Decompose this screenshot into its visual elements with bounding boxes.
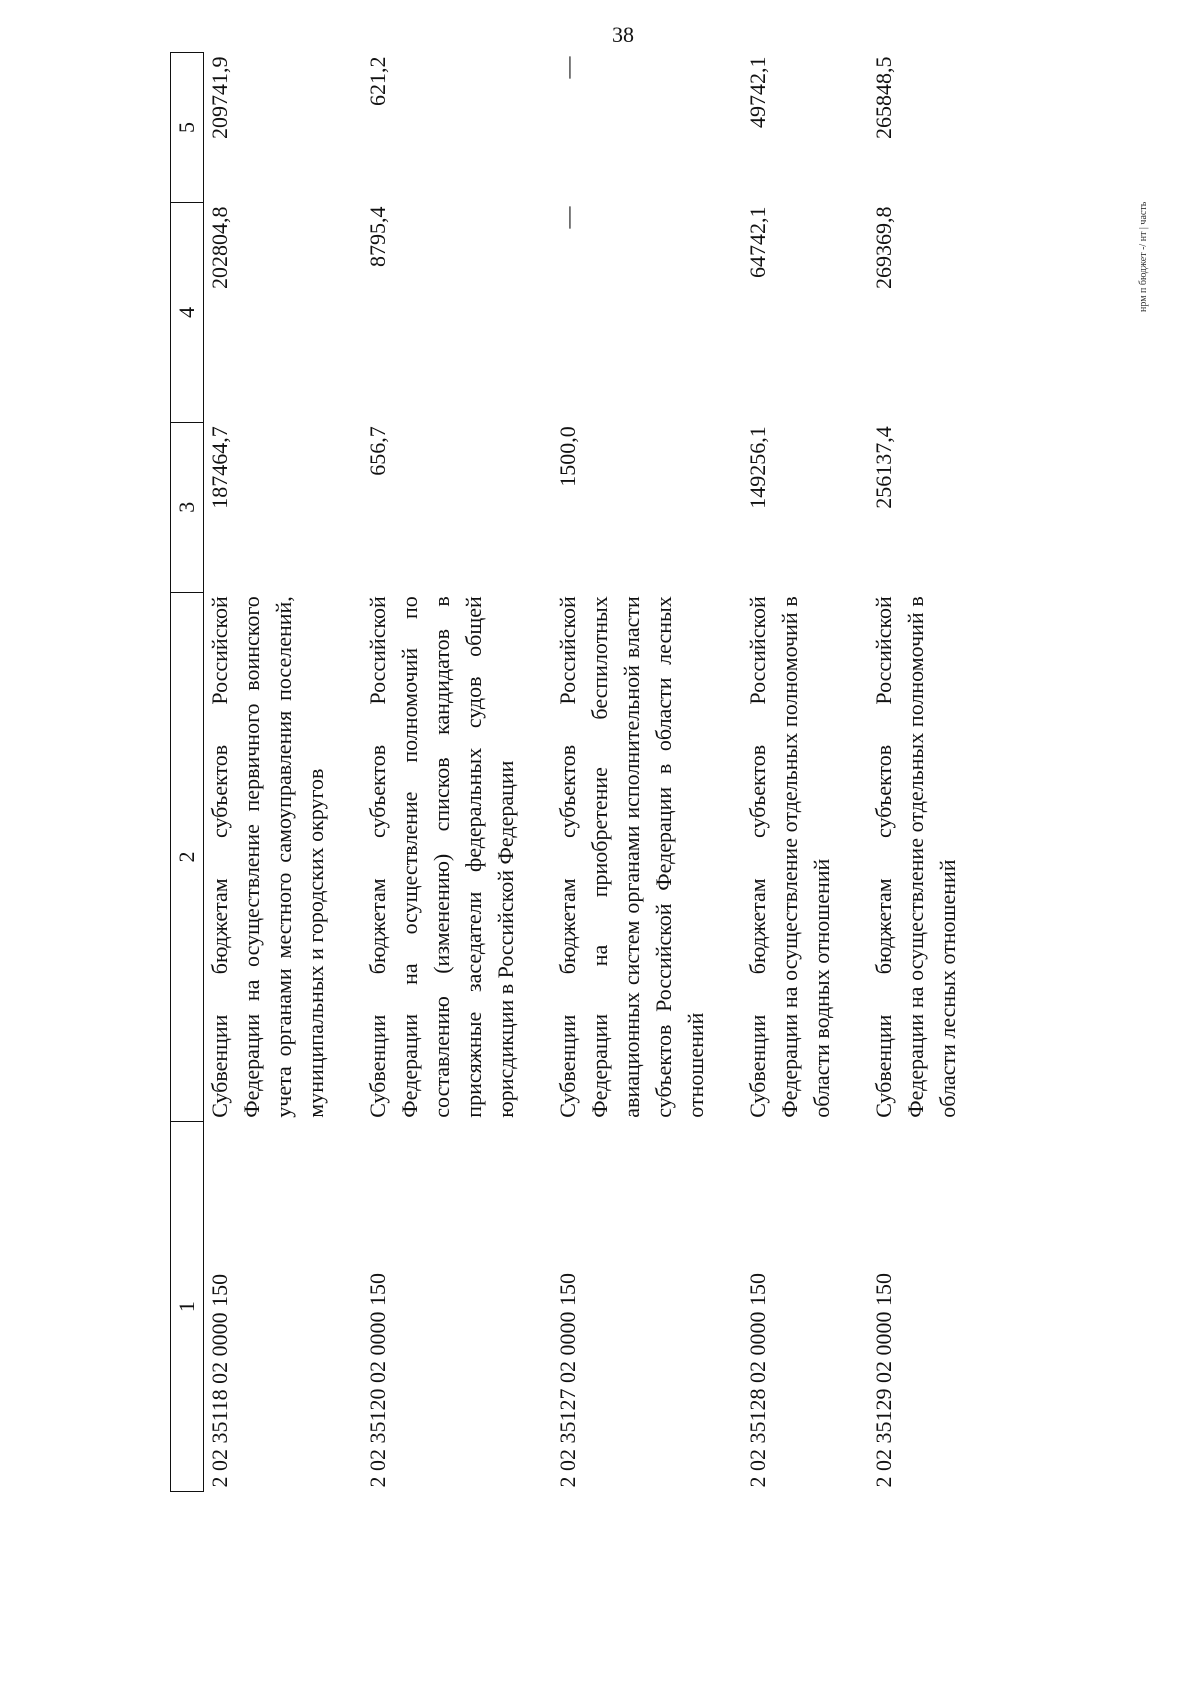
header-col-1: 1 xyxy=(171,1122,204,1492)
row-value-col4: 269369,8 xyxy=(871,206,896,289)
row-description: Субвенции бюджетам субъектов Российской Федерации на осуществление отдельных полномочий в области водных отношений xyxy=(745,596,834,1118)
row-description: Субвенции бюджетам субъектов Российской Федерации на приобретение беспилотных авиационных систем органами исполнительной власти субъектов Российской Федерации в области лесных отношений xyxy=(555,596,708,1118)
row-spacer xyxy=(332,53,362,1492)
row-description: Субвенции бюджетам субъектов Российской Федерации на осуществление отдельных полномочий в области лесных отношений xyxy=(871,596,960,1118)
header-col-2: 2 xyxy=(171,592,204,1122)
footer-note: нрм п бюджет -/ нт | часть xyxy=(1138,201,1149,312)
row-description: Субвенции бюджетам субъектов Российской Федерации на осуществление первичного воинского учета органами местного самоуправления поселений, муниципальных и городских округов xyxy=(207,596,328,1118)
row-value-col3: 149256,1 xyxy=(745,426,770,509)
row-value-col5: 49742,1 xyxy=(745,56,770,128)
table-row xyxy=(204,53,333,1492)
row-spacer xyxy=(712,53,742,1492)
row-value-col5: 209741,9 xyxy=(207,56,232,139)
budget-table xyxy=(170,52,964,1492)
row-value-col4: 202804,8 xyxy=(207,206,232,289)
table-row xyxy=(552,53,712,1492)
header-col-5: 5 xyxy=(171,53,204,203)
table-row xyxy=(742,53,838,1492)
row-value-col5: 265848,5 xyxy=(871,56,896,139)
table-row xyxy=(362,53,522,1492)
page-number: 38 xyxy=(612,22,634,47)
row-value-col4: 8795,4 xyxy=(365,206,390,267)
header-col-3: 3 xyxy=(171,422,204,592)
row-value-col5: 621,2 xyxy=(365,56,390,106)
rotated-table-container xyxy=(170,52,970,1492)
row-spacer xyxy=(522,53,552,1492)
row-value-col4: 64742,1 xyxy=(745,206,770,278)
row-code: 2 02 35118 02 0000 150 xyxy=(207,1273,232,1488)
header-col-4: 4 xyxy=(171,202,204,422)
row-spacer xyxy=(838,53,868,1492)
row-code: 2 02 35120 02 0000 150 xyxy=(365,1273,390,1488)
row-value-col3: 656,7 xyxy=(365,426,390,476)
row-value-col3: 187464,7 xyxy=(207,426,232,509)
row-code: 2 02 35129 02 0000 150 xyxy=(871,1273,896,1488)
table-header-row xyxy=(171,53,204,1492)
table-row xyxy=(868,53,964,1492)
row-description: Субвенции бюджетам субъектов Российской Федерации на осуществление полномочий по составлению (изменению) списков кандидатов в присяжные заседатели федеральных судов общей юрисдикции в Российской Федерации xyxy=(365,596,518,1118)
row-value-col3: 256137,4 xyxy=(871,426,896,509)
row-value-col5: — xyxy=(555,56,580,79)
row-value-col4: — xyxy=(555,206,580,229)
row-value-col3: 1500,0 xyxy=(555,426,580,487)
row-code: 2 02 35128 02 0000 150 xyxy=(745,1273,770,1488)
row-code: 2 02 35127 02 0000 150 xyxy=(555,1273,580,1488)
